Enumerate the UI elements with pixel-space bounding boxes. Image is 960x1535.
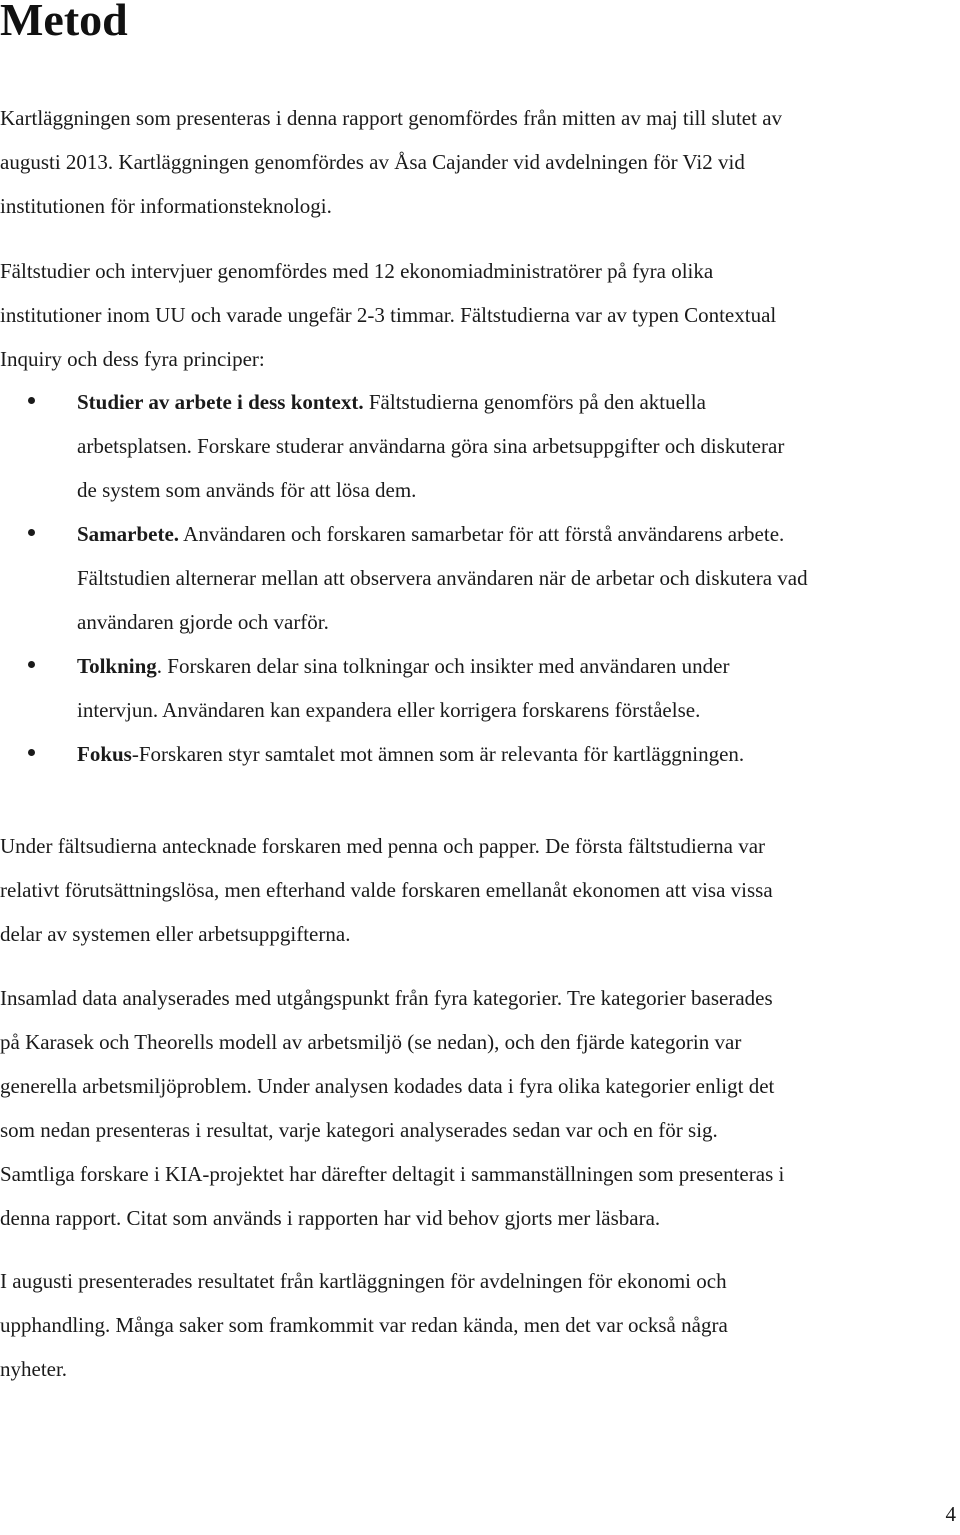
- list-item: [0, 380, 960, 512]
- paragraph-presentation: [0, 1259, 728, 1391]
- page-number: 4: [945, 1502, 956, 1526]
- principles-list: [0, 380, 960, 776]
- bullet-dot-icon: [28, 397, 35, 404]
- principle-text: . Forskaren delar sina tolkningar och insikter med användaren under: [156, 654, 730, 678]
- principle-text: -Forskaren styr samtalet mot ämnen som är relevanta för kartläggningen.: [131, 742, 745, 766]
- paragraph-analysis: [0, 976, 784, 1240]
- section-heading: Metod: [0, 0, 128, 45]
- list-item: [0, 732, 960, 776]
- list-item: [0, 512, 960, 644]
- text-line: relativt förutsättningslösa, men efterhand valde forskaren emellanåt ekonomen att visa vissa: [0, 878, 773, 902]
- text-line: [77, 512, 960, 556]
- text-line: institutionen för informationsteknologi.: [0, 194, 332, 218]
- text-line: Kartläggningen som presenteras i denna rapport genomfördes från mitten av maj till slutet av: [0, 106, 783, 130]
- principle-term: Fokus: [77, 742, 132, 766]
- bullet-dot-icon: [28, 749, 35, 756]
- text-line: [77, 732, 960, 776]
- paragraph-intro: [0, 96, 782, 228]
- principle-term: Studier av arbete i dess kontext.: [77, 390, 364, 414]
- list-item: [0, 644, 960, 732]
- text-line: institutioner inom UU och varade ungefär 2-3 timmar. Fältstudierna var av typen Contextual: [0, 303, 777, 327]
- text-line: Under fältsudierna antecknade forskaren med penna och papper. De första fältstudierna var: [0, 834, 766, 858]
- text-line: användaren gjorde och varför.: [77, 610, 329, 634]
- text-line: nyheter.: [0, 1357, 68, 1381]
- principle-text: Användaren och forskaren samarbetar för att förstå användarens arbete.: [179, 522, 785, 546]
- text-line: på Karasek och Theorells modell av arbetsmiljö (se nedan), och den fjärde kategorin var: [0, 1030, 742, 1054]
- text-line: upphandling. Många saker som framkommit var redan kända, men det var också några: [0, 1313, 728, 1337]
- principle-term: Tolkning: [77, 654, 157, 678]
- text-line: arbetsplatsen. Forskare studerar användarna göra sina arbetsuppgifter och diskuterar: [77, 434, 785, 458]
- paragraph-fieldstudies: [0, 249, 776, 381]
- text-line: Fältstudien alternerar mellan att observera användaren när de arbetar och diskutera vad: [77, 566, 808, 590]
- text-line: Samtliga forskare i KIA-projektet har därefter deltagit i sammanställningen som presenteras i: [0, 1162, 785, 1186]
- text-line: som nedan presenteras i resultat, varje kategori analyserades sedan var och en för sig.: [0, 1118, 718, 1142]
- text-line: [77, 380, 960, 424]
- text-line: augusti 2013. Kartläggningen genomfördes av Åsa Cajander vid avdelningen för Vi2 vid: [0, 150, 745, 174]
- text-line: delar av systemen eller arbetsuppgifterna.: [0, 922, 351, 946]
- text-line: generella arbetsmiljöproblem. Under analysen kodades data i fyra olika kategorier enligt det: [0, 1074, 775, 1098]
- text-line: denna rapport. Citat som används i rapporten har vid behov gjorts mer läsbara.: [0, 1206, 661, 1230]
- paragraph-notes: [0, 824, 773, 956]
- principle-text: Fältstudierna genomförs på den aktuella: [363, 390, 706, 414]
- text-line: Fältstudier och intervjuer genomfördes med 12 ekonomiadministratörer på fyra olika: [0, 259, 714, 283]
- principle-term: Samarbete.: [77, 522, 180, 546]
- text-line: [77, 644, 960, 688]
- text-line: I augusti presenterades resultatet från kartläggningen för avdelningen för ekonomi och: [0, 1269, 727, 1293]
- text-line: intervjun. Användaren kan expandera eller korrigera forskarens förståelse.: [77, 698, 701, 722]
- bullet-dot-icon: [28, 529, 35, 536]
- bullet-dot-icon: [28, 661, 35, 668]
- text-line: de system som används för att lösa dem.: [77, 478, 417, 502]
- text-line: Insamlad data analyserades med utgångspunkt från fyra kategorier. Tre kategorier baserades: [0, 986, 773, 1010]
- text-line: Inquiry och dess fyra principer:: [0, 347, 265, 371]
